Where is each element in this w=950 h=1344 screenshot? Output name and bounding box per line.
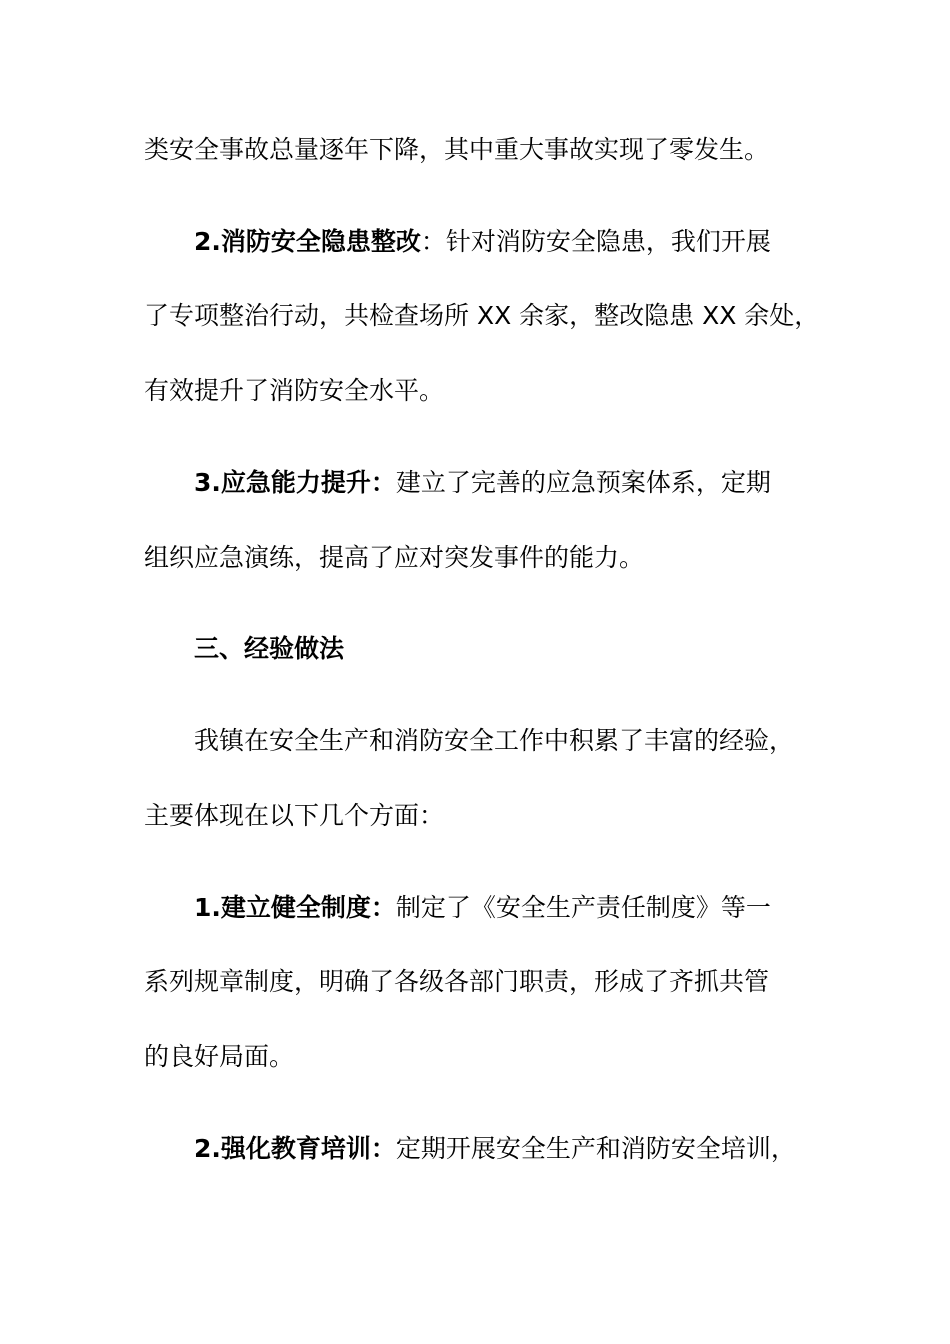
body-text-line: 我镇在安全生产和消防安全工作中积累了丰富的经验， xyxy=(194,726,795,755)
item-heading: 2.消防安全隐患整改 xyxy=(194,227,421,256)
paragraph-emergency-capability xyxy=(194,465,771,501)
item-text: 定期开展安全生产和消防安全培训， xyxy=(395,1134,796,1163)
body-text-line: 组织应急演练，提高了应对突发事件的能力。 xyxy=(144,543,645,572)
body-text-line: 系列规章制度，明确了各级各部门职责，形成了齐抓共管 xyxy=(144,967,770,996)
body-text-line: 有效提升了消防安全水平。 xyxy=(144,376,445,405)
body-text-line: 的良好局面。 xyxy=(144,1042,295,1071)
item-heading: 3.应急能力提升： xyxy=(194,468,396,497)
section-heading: 三、经验做法 xyxy=(194,634,345,663)
item-heading: 2.强化教育培训： xyxy=(194,1134,396,1163)
item-text: ：针对消防安全隐患，我们开展 xyxy=(420,227,771,256)
item-text: 建立了完善的应急预案体系，定期 xyxy=(395,468,771,497)
body-text-line: 了专项整治行动，共检查场所 XX 余家，整改隐患 XX 余处， xyxy=(144,301,820,330)
body-text-line: 类安全事故总量逐年下降，其中重大事故实现了零发生。 xyxy=(144,135,770,164)
paragraph-establish-system xyxy=(194,890,771,926)
item-text: 制定了《安全生产责任制度》等一 xyxy=(395,893,771,922)
paragraph-education-training xyxy=(194,1131,796,1167)
item-heading: 1.建立健全制度： xyxy=(194,893,396,922)
body-text-line: 主要体现在以下几个方面： xyxy=(144,801,445,830)
paragraph-fire-hazard-rectification xyxy=(194,224,771,260)
